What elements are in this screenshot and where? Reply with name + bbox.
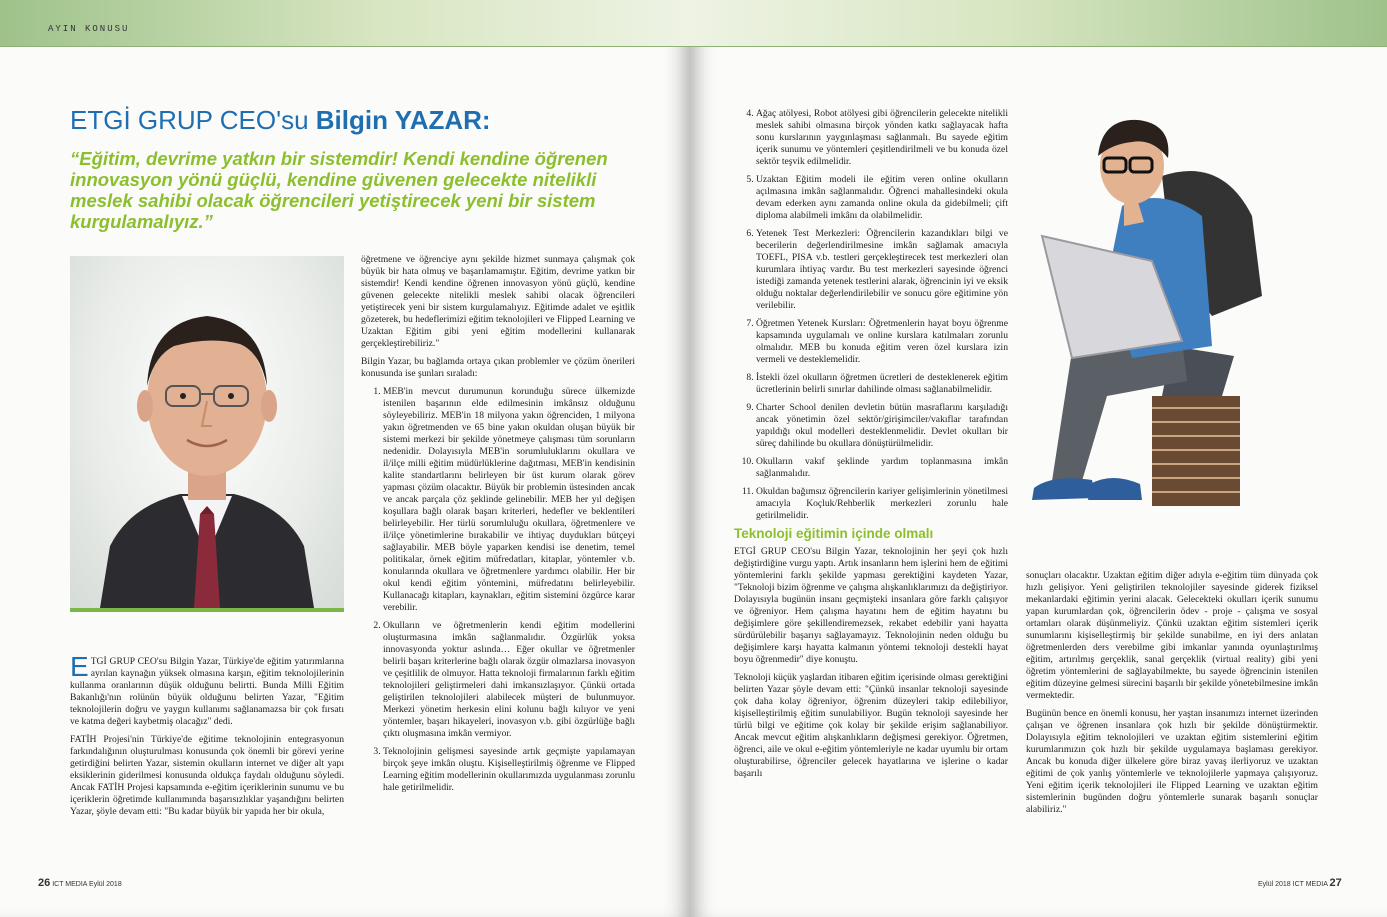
right-page	[690, 0, 1387, 917]
student-laptop-illustration	[1012, 96, 1312, 516]
drop-cap: E	[70, 651, 89, 682]
list-item: 1. MEB'in mevcut durumunun korunduğu sürece ülkemizde istenilen başarının elde edilmesinin imkânsız olduğunu söyleyebiliriz. MEB'in 18 milyona yakın öğrenciden, 1 milyona yakın öğretmenden ve 65 bine yakın okuldan oluşan büyük bir sistemi merkezi bir şekilde yönetmeye çalışması tüm sorunların nedenidir. Dolayısıyla MEB'in sorumluluklarını okullara ve il/ilçe milli eğitim müdürlüklerine dağıtması, MEB'in kendisinin kalite standartlarını belirleyen bir üst kurum olarak görev yapması çözüm olacaktır. Büyük bir problemin üstesinden ancak ve ancak parçala çöz şeklinde gelinebilir. MEB her yıl değişen koşullara bağlı olarak başarı kriterleri, hedefler ve beklentileri belirleyebilir. Her türlü sorumluluğu okullara, öğretmenlere ve il/ilçe yönetimlerine bırakabilir ve ihtiyaç duydukları bütçeyi sağlayabilir. MEB böyle yaparken kendisi ise denetim, temel politikalar, örnek eğitim müfredatları, kitaplar, yöntemler v.b. konularında okullara ve öğretmenlere yardımcı olabilir. Her bir okul kendi eğitim yöntemini, müfredatını belirleyebilir. Kullanacağı kitapları, kaynakları, eğitim sistemini özgürce karar verebilir.	[383, 386, 635, 614]
right-column-2	[1026, 570, 1318, 822]
list-item: 9. Charter School denilen devletin bütün masraflarını karşıladığı ancak yönetimin özel sektör/girişimciler/vakıflar tarafından yapıldığı okul modelleri desteklenmelidir. Devlet okulları bir süreç dahilinde bu okullara dönüştürülmelidir.	[756, 402, 1008, 450]
list-item: 10. Okulların vakıf şeklinde yardım toplanmasına imkân sağlanmalıdır.	[756, 456, 1008, 480]
list-item: 2. Okulların ve öğretmenlerin kendi eğitim modellerini oluşturmasına imkân sağlanmalıdır. Özgürlük yoksa innovasyonda yoktur aslında… Eğer okullar ve öğretmenler belirli başarı kriterlerine bağlı olarak özgür olmazlarsa inovasyon ve çeşitlilik de olmuyor. Hatta teknoloji firmalarının farklı eğitim teknolojileri geliştirmeleri dahi imkansızlaşıyor. Çünkü ortada geliştirilen teknolojileri alabilecek müşteri de bulunmuyor. Merkezi yönetim herkesin elini kolunu bağlı kılıyor ve yeni yöntemler, başarı hikayeleri, inovasyon v.b. gibi özgürlüğe bağlı çıktı oluşmasına imkân vermiyor.	[383, 620, 635, 740]
header-band	[690, 0, 1387, 47]
list-item: 11. Okuldan bağımsız öğrencilerin kariyer gelişimlerinin yönetilmesi amacıyla Koçluk/Rehberlik merkezleri zorunlu hale getirilmelidir.	[756, 486, 1008, 522]
portrait-photo	[70, 256, 344, 612]
article-title	[70, 105, 491, 136]
paragraph: öğretmene ve öğrenciye aynı şekilde hizmet sunmaya çalışmak çok büyük bir hata olmuş ve başarılamamıştır. Eğitim, devrime yatkın bir sistemdir! Kendi kendine öğrenen innovasyon yönü güçlü, kendine güvenen gelecekte nitelikli meslek sahibi olacak öğrencileri yetiştirecek yeni bir sistem kurgulamalıyız. Eğitimde adalet ve eşitlik gözeterek, bu hedeflerimizi eğitim teknolojileri ve Flipped Learning ve Uzaktan Eğitim gibi yeni eğitim modellerini kullanarak gerçekleştirebiliriz."	[361, 254, 635, 349]
paragraph: Bugünün bence en önemli konusu, her yaştan insanımızı internet üzerinden çalışan ve öğrenen insanlara çok hızlı bir şekilde dönüştürmektir. Dolayısıyla eğitim teknolojileri ve uzaktan eğitim sistemlerini eğitim kurumlarımızın çok hızlı bir şekilde uygulamaya başlaması gerekiyor. Ancak bu konuda diğer ülkelere göre biraz yavaş ilerliyoruz ve uzaktan eğitimi de çok yanlış yöntemlerle ve teknolojilerle yapmaya çalışıyoruz. Yeni eğitim içerik teknolojileri ile Flipped Learning ve uzaktan eğitim sistemlerinin bugünden doğru yöntemlerle sunarak başarılı sonuçlar alabiliriz."	[1026, 708, 1318, 815]
paragraph: FATİH Projesi'nin Türkiye'de eğitime teknolojinin entegrasyonun farkındalığının oluşturulması konusunda çok önemli bir görevi yerine getirdiğini belirten Yazar, sistemin okulların internet ve diğer alt yapı eksiklerinin giderilmesi konusunda oldukça faydalı olduğunu söyledi. Ancak FATİH Projesi kapsamında e-eğitim içeriklerinin sunumu ve bu içeriklerin öğretimde kullanımında başarısızlıklar yaşandığını belirten Yazar, şöyle devam etti: "Bu kadar büyük bir yapıda her bir okula,	[70, 734, 344, 817]
paragraph: Bilgin Yazar, bu bağlamda ortaya çıkan problemler ve çözüm önerileri konusunda ise şunları sıraladı:	[361, 356, 635, 379]
paragraph: Teknoloji küçük yaşlardan itibaren eğitim içerisinde olması gerektiğini belirten Yazar şöyle devam etti: "Çünkü insanlar teknoloji sayesinde çok daha kolay öğreniyor, öğrenim düzeyleri takip edilebiliyor, kişiselleştirilmiş eğitim sunulabiliyor. Bugün teknoloji sayesinde her türlü bilgi ve eğitime çok kolay bir şekilde erişim sağlanabiliyor. Ancak mevcut eğitim alışkanlıkların değişmesi gerekiyor. Öğretmen, öğrenci, aile ve okul e-eğitim yöntemleriyle ne kadar uyumlu bir ortam oluşturabilirse, öğrenciler gelecek hayatlarına ve işlerine o kadar başarılı	[734, 672, 1008, 779]
list-item: 6. Yetenek Test Merkezleri: Öğrencilerin kazandıkları bilgi ve becerilerin değerlendirilmesine imkân sağlamak amacıyla TOEFL, PISA v.b. testleri gerçekleştirecek test merkezleri olan kurumlara ihtiyaç vardır. Bu test merkezleri sayesinde öğrenci istediği zamanda yetenek testlerini alarak, öğrencinin iyi ve eksik olduğu noktalar değerlendirilebilir ve sonucu göre eğitimine yön verilebilir.	[756, 228, 1008, 312]
title-name: Bilgin YAZAR:	[315, 105, 491, 135]
left-page	[0, 0, 690, 917]
recommendations-list-2	[734, 108, 1008, 522]
pull-quote: “Eğitim, devrime yatkın bir sistemdir! Kendi kendine öğrenen innovasyon yönü güçlü, kendine güvenen gelecekte nitelikli meslek sahibi olacak öğrencileri yetiştirecek yeni bir sistem kurgulamalıyız.”	[70, 148, 608, 232]
paragraph: sonuçları olacaktır. Uzaktan eğitim diğer adıyla e-eğitim tüm dünyada çok hızlı gelişiyor. Yeni geliştirilen teknolojiler sayesinde giderek fiziksel mekanlardaki eğitimin yerini alacak. Gelecekteki okulları içerik sunumu yapan kurumlardan çok, öğrencilerin ödev - proje - çalışma ve sosyal ortamları olarak düşünmeliyiz. Çünkü uzaktan eğitim sistemleri içerik sunumlarını kişiselleştirmiş bir şekilde sunabilme, en iyi ders anlatan öğretmenlerden ders verebilme gibi imkanlar yanında oyunlaştırılmış eğitim, artırılmış gerçeklik, sanal gerçeklik (virtual reality) gibi yeni öğretim yöntemlerini de sağlayabilmekte, bu sayede öğrencinin istenilen eğitim düzeyine gelmesi sürecini başarılı bir şekilde yönetebilmesine imkân vermektedir.	[1026, 570, 1318, 701]
intro-paragraph: TGİ GRUP CEO'su Bilgin Yazar, Türkiye'de eğitim yatırımlarına ayrılan kaynağın yüksek olmasına karşın, eğitim teknolojilerinin kullanma oranlarının düşük olduğunu belirtti. Bunda Milli Eğitim Bakanlığı'nın rolünün büyük olduğunu belirten Yazar, "Eğitim teknolojilerin doğru ve yaygın kullanımı sağlanamazsa bir çok fırsatı ve katma değeri kaybetmiş olacağız" dedi.	[70, 656, 344, 727]
list-item: 3. Teknolojinin gelişmesi sayesinde artık geçmişte yapılamayan birçok şeye imkân oluştu. Kişiselleştirilmiş öğrenme ve Flipped Learning eğitim modellerinin okullarımızda uygulanması zorunlu hale getirilmelidir.	[383, 746, 635, 794]
section-tag: AYIN KONUSU	[48, 24, 130, 34]
left-column-1	[70, 651, 344, 824]
left-footer	[38, 877, 122, 889]
list-item: 7. Öğretmen Yetenek Kursları: Öğretmenlerin hayat boyu öğrenme kapsamında uygulamalı ve online kurslara katılmaları zorunlu olmalıdır. MEB bu konuda eğitim veren özel kurslara izin vermeli ve desteklemelidir.	[756, 318, 1008, 366]
recommendations-list-1	[361, 386, 635, 794]
footer-text: Eylül 2018 ICT MEDIA	[1258, 881, 1328, 888]
right-footer	[1258, 877, 1342, 889]
paragraph: ETGİ GRUP CEO'su Bilgin Yazar, teknolojinin her şeyi çok hızlı değiştirdiğine vurgu yaptı. Artık insanların hem işlerini hem de eğitimi yöntemlerini farklı şekilde yapması gerektiğini kaydeten Yazar, "Teknoloji bizim öğrenme ve çalışma alışkanlıklarımızı da değiştiriyor. Dolayısıyla bugünün insanı geçmişteki insanlara göre farklı çalışıyor ve öğreniyor. Hem çalışma hayatını hem de eğitim hayatını bu değişimlere göre şekillendiremezsek, rekabet edebilir yani hayatta sürdürülebilir başarıyı sağlayamayız. Teknolojinin neden olduğu bu değişimlere karşı hayatta kalmanın yöntemi teknoloji destekli hayat boyu öğrenmedir" diye konuştu.	[734, 546, 1008, 665]
left-column-2	[361, 254, 635, 800]
list-item: 4. Ağaç atölyesi, Robot atölyesi gibi öğrencilerin gelecekte nitelikli meslek sahibi olmasına birçok yönden katkı sağlayacak hafta sonu kurslarının yaygınlaşması sağlanmalı. Bu sayede eğitim içerik sunumu ve yöntemleri çeşitlendirilmeli ve bu konuda özel sektör teşvik edilmelidir.	[756, 108, 1008, 168]
right-column-1	[734, 108, 1008, 786]
list-item: 8. İstekli özel okulların öğretmen ücretleri de desteklenerek eğitim ücretlerinin belirli sınırlar dahilinde olması sağlanabilmelidir.	[756, 372, 1008, 396]
page-number: 26	[38, 877, 51, 889]
footer-text: ICT MEDIA Eylül 2018	[52, 881, 122, 888]
list-item: 5. Uzaktan Eğitim modeli ile eğitim veren online okulların açılmasına imkân sağlanmalıdır. Öğrenci mahallesindeki okula devam ederken aynı zamanda online okula da gidebilmeli; çift diploma alabilmeli imkânı da olabilmelidir.	[756, 174, 1008, 222]
portrait-illustration	[70, 256, 344, 608]
section-subheading: Teknoloji eğitimin içinde olmalı	[734, 526, 934, 541]
page-number: 27	[1329, 877, 1342, 889]
title-prefix: ETGİ GRUP CEO'su	[70, 105, 309, 135]
